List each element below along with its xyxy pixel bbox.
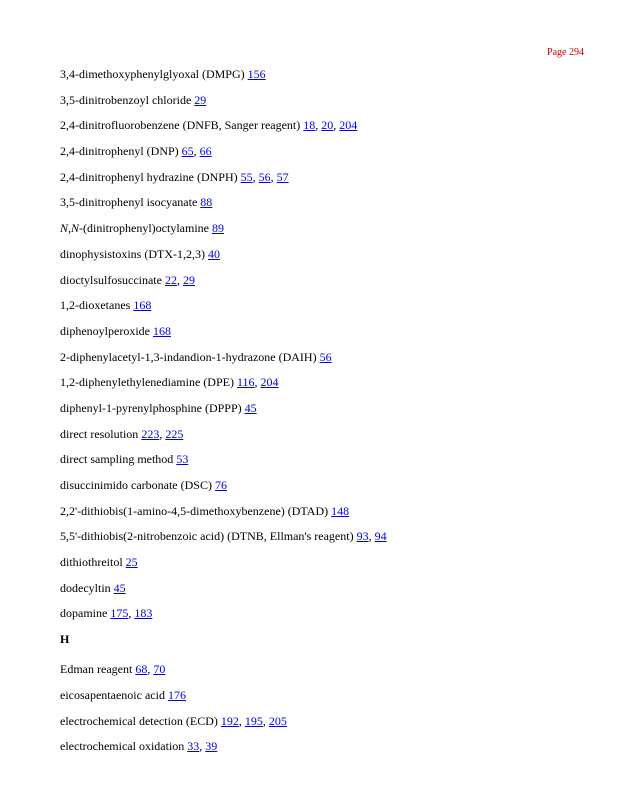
page-link[interactable]: 68 <box>135 662 148 677</box>
index-entry: 2,4-dinitrofluorobenzene (DNFB, Sanger reagent) 18, 20, 204 <box>60 118 358 133</box>
index-entry <box>60 93 600 107</box>
index-entry <box>60 478 600 492</box>
page-link[interactable]: 183 <box>134 606 153 621</box>
page-link[interactable]: 29 <box>194 92 207 107</box>
page-link[interactable]: 20 <box>321 118 334 133</box>
index-term: 2,4-dinitrofluorobenzene (DNFB, Sanger reagent) <box>60 118 304 133</box>
page-link[interactable]: 76 <box>214 478 227 492</box>
page-link[interactable]: 70 <box>153 662 166 677</box>
page-link[interactable]: 53 <box>176 452 189 467</box>
index-term: eicosapentaenoic acid <box>60 687 168 702</box>
page-link[interactable]: 22 <box>164 272 177 287</box>
index-term: disuccinimido carbonate (DSC) <box>60 478 215 492</box>
page-link[interactable]: 94 <box>374 529 387 544</box>
index-entry <box>60 504 600 518</box>
page-link[interactable]: 175 <box>110 606 129 621</box>
index-entry: direct resolution 223, 225 <box>60 426 184 441</box>
page-link[interactable]: 33 <box>187 739 200 754</box>
index-term: dioctylsulfosuccinate <box>60 272 165 287</box>
page-link[interactable]: 148 <box>331 503 350 518</box>
page-link[interactable]: 156 <box>247 67 266 81</box>
index-entry: electrochemical oxidation 33, 39 <box>60 739 218 754</box>
index-term: 3,5-dinitrobenzoyl chloride <box>60 92 195 107</box>
page-link[interactable]: 29 <box>182 272 195 287</box>
page-link[interactable]: 40 <box>208 246 220 261</box>
index-term: dithiothreitol <box>60 555 126 570</box>
index-term: -(dinitrophenyl)octylamine <box>79 221 212 236</box>
page-link[interactable]: 45 <box>244 400 257 415</box>
index-term: diphenoylperoxide <box>60 323 153 338</box>
index-term: direct resolution <box>60 426 142 441</box>
index-entry <box>60 195 600 209</box>
index-term: direct sampling method <box>60 452 177 467</box>
index-term: dopamine <box>60 606 111 621</box>
index-entry <box>60 221 600 235</box>
page-link[interactable]: 176 <box>167 687 186 702</box>
index-entry <box>60 324 600 338</box>
page-link[interactable]: 25 <box>125 555 138 570</box>
index-term: 5,5'-dithiobis(2-nitrobenzoic acid) (DTNB, Ellman's reagent) <box>60 529 357 544</box>
page-link[interactable]: 45 <box>113 580 126 595</box>
index-entry <box>60 452 600 466</box>
index-term: 1,2-dioxetanes <box>60 298 134 313</box>
index-entry <box>60 581 600 595</box>
page-link[interactable]: 204 <box>260 375 279 390</box>
page-link[interactable]: 56 <box>258 169 271 184</box>
page-link[interactable]: 66 <box>199 144 212 159</box>
page-link[interactable]: 168 <box>152 323 171 338</box>
index-entry: 1,2-diphenylethylenediamine (DPE) 116, 204 <box>60 375 279 390</box>
index-term: 3,5-dinitrophenyl isocyanate <box>60 195 201 210</box>
index-entry: electrochemical detection (ECD) 192, 195, 205 <box>60 713 287 728</box>
index-entry: 5,5'-dithiobis(2-nitrobenzoic acid) (DTNB, Ellman's reagent) 93, 94 <box>60 529 387 544</box>
page-link[interactable]: 192 <box>220 713 239 728</box>
index-term: 3,4-dimethoxyphenylglyoxal (DMPG) <box>60 67 248 81</box>
page-number: Page 294 <box>547 47 584 58</box>
page-link[interactable]: 39 <box>205 739 218 754</box>
page-link[interactable]: 55 <box>240 169 253 184</box>
page-link[interactable]: 89 <box>211 221 224 236</box>
index-term: 2,4-dinitrophenyl (DNP) <box>60 144 182 159</box>
index-term: 2,2'-dithiobis(1-amino-4,5-dimethoxybenzene) (DTAD) <box>60 503 332 518</box>
index-entry: dopamine 175, 183 <box>60 606 153 621</box>
page-link[interactable]: 195 <box>244 713 263 728</box>
index-entry <box>60 67 600 81</box>
index-term: dinophysistoxins (DTX-1,2,3) <box>60 246 208 261</box>
index-entry <box>60 555 600 569</box>
index-term: electrochemical oxidation <box>60 739 188 754</box>
section-heading: H <box>60 632 70 647</box>
page-link[interactable]: 223 <box>141 426 160 441</box>
index-entry <box>60 401 600 415</box>
index-entry <box>60 298 600 312</box>
page-link[interactable]: 116 <box>236 375 255 390</box>
index-term-italic: N,N <box>60 221 80 236</box>
index-entry: dioctylsulfosuccinate 22, 29 <box>60 272 195 287</box>
page-link[interactable]: 56 <box>319 349 332 364</box>
page-link[interactable]: 93 <box>356 529 369 544</box>
index-entry <box>60 247 600 261</box>
index-term: electrochemical detection (ECD) <box>60 713 221 728</box>
index-term: 1,2-diphenylethylenediamine (DPE) <box>60 375 237 390</box>
index-list <box>60 67 600 765</box>
index-entry: 2,4-dinitrophenyl (DNP) 65, 66 <box>60 144 212 159</box>
index-term: dodecyltin <box>60 580 114 595</box>
index-term: Edman reagent <box>60 662 136 677</box>
page-link[interactable]: 168 <box>133 298 152 313</box>
page-link[interactable]: 205 <box>268 713 287 728</box>
index-entry <box>60 688 600 702</box>
index-term: diphenyl-1-pyrenylphosphine (DPPP) <box>60 400 245 415</box>
page-link[interactable]: 65 <box>181 144 194 159</box>
page-link[interactable]: 204 <box>339 118 358 133</box>
page-link[interactable]: 18 <box>303 118 316 133</box>
page-link[interactable]: 57 <box>276 169 289 184</box>
index-entry: 2,4-dinitrophenyl hydrazine (DNPH) 55, 56, 57 <box>60 169 289 184</box>
index-term: 2-diphenylacetyl-1,3-indandion-1-hydrazone (DAIH) <box>60 349 320 364</box>
page-link[interactable]: 88 <box>200 195 213 210</box>
index-entry <box>60 350 600 364</box>
page-link[interactable]: 225 <box>165 426 184 441</box>
index-term: 2,4-dinitrophenyl hydrazine (DNPH) <box>60 169 241 184</box>
index-entry: Edman reagent 68, 70 <box>60 662 166 677</box>
